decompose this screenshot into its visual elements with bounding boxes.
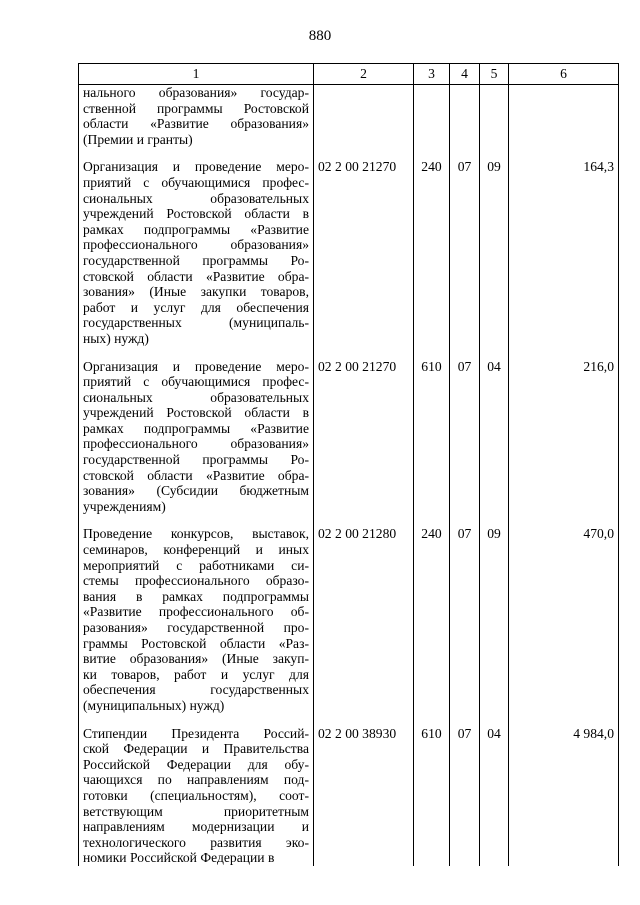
amount-cell <box>509 85 619 148</box>
spacer-cell <box>79 347 314 359</box>
page-number: 880 <box>308 28 332 44</box>
spacer-cell <box>450 714 480 726</box>
description-line: профессионального образования» <box>83 237 309 253</box>
description-line: разования» государственной про- <box>83 620 309 635</box>
description-line: зования» (Иные закупки товаров, <box>83 284 309 300</box>
description-line: работ и услуг для обеспечения <box>83 299 309 315</box>
description-cell <box>79 526 314 713</box>
description-line: приятий с обучающимися профес- <box>83 374 309 390</box>
column-header: 3 <box>414 64 450 85</box>
spacer-cell <box>509 147 619 159</box>
section-cell <box>450 85 480 148</box>
description-line: стемы профессионального образо- <box>83 573 309 589</box>
description-line: государственной программы Ро- <box>83 452 309 468</box>
spacer-cell <box>509 347 619 359</box>
description-line: Организация и проведение меро- <box>83 159 309 175</box>
column-header: 5 <box>480 64 509 85</box>
description-line: учреждениям) <box>83 498 166 514</box>
amount-cell: 164,3 <box>509 159 619 346</box>
target-article-cell: 02 2 00 21280 <box>314 526 414 713</box>
description-line: рамках подпрограммы «Развитие <box>83 221 309 237</box>
description-line: учреждений Ростовской области в <box>83 206 309 222</box>
spacer-cell <box>450 147 480 159</box>
expense-type-cell: 610 <box>414 726 450 866</box>
description-line: стовской области «Развитие обра- <box>83 467 309 483</box>
spacer-cell <box>79 147 314 159</box>
description-line: государственной программы Ро- <box>83 252 309 268</box>
description-line: ки товаров, работ и услуг для <box>83 666 309 682</box>
target-article-cell: 02 2 00 21270 <box>314 159 414 346</box>
subsection-cell <box>480 85 509 148</box>
description-line: Организация и проведение меро- <box>83 358 309 374</box>
description-line: учреждений Ростовской области в <box>83 405 309 421</box>
description-line: мероприятий с работниками си- <box>83 557 309 573</box>
description-line: Российской Федерации для обу- <box>83 756 309 772</box>
spacer-cell <box>450 514 480 526</box>
expense-type-cell: 240 <box>414 526 450 713</box>
description-cell <box>79 159 314 346</box>
description-line: сиональных образовательных <box>83 389 309 405</box>
description-line: профессионального образования» <box>83 436 309 452</box>
section-cell: 07 <box>450 526 480 713</box>
row-spacer <box>79 147 619 159</box>
amount-cell: 470,0 <box>509 526 619 713</box>
description-line: граммы Ростовской области «Раз- <box>83 635 309 651</box>
subsection-cell: 09 <box>480 159 509 346</box>
description-cell <box>79 726 314 866</box>
description-line: ных) нужд) <box>83 330 149 346</box>
subsection-cell: 04 <box>480 359 509 515</box>
description-line: (Премии и гранты) <box>83 131 193 147</box>
subsection-cell: 04 <box>480 726 509 866</box>
description-line: витие образования» (Иные закуп- <box>83 651 309 667</box>
expense-type-cell <box>414 85 450 148</box>
budget-table <box>78 63 619 866</box>
target-article-cell: 02 2 00 21270 <box>314 359 414 515</box>
description-line: ветствующим приоритетным <box>83 803 309 819</box>
description-cell <box>79 85 314 148</box>
spacer-cell <box>314 714 414 726</box>
spacer-cell <box>314 514 414 526</box>
description-line: стовской области «Развитие обра- <box>83 268 309 284</box>
column-header: 1 <box>79 64 314 85</box>
column-header: 2 <box>314 64 414 85</box>
table-row <box>79 159 619 346</box>
description-line: готовки (специальностям), соот- <box>83 787 309 803</box>
amount-cell: 216,0 <box>509 359 619 515</box>
description-cell <box>79 359 314 515</box>
description-line: государственных (муниципаль- <box>83 315 309 331</box>
subsection-cell: 09 <box>480 526 509 713</box>
section-cell: 07 <box>450 726 480 866</box>
section-cell: 07 <box>450 159 480 346</box>
table-header-row <box>79 64 619 85</box>
description-line: ственной программы Ростовской <box>83 100 309 116</box>
description-line: направлениям модернизации и <box>83 819 309 835</box>
spacer-cell <box>509 714 619 726</box>
table-row <box>79 726 619 866</box>
spacer-cell <box>480 347 509 359</box>
description-line: номики Российской Федерации в <box>83 850 275 866</box>
description-line: семинаров, конференций и иных <box>83 542 309 558</box>
spacer-cell <box>314 147 414 159</box>
description-line: зования» (Субсидии бюджетным <box>83 483 309 499</box>
description-line: нального образования» государ- <box>83 85 309 100</box>
description-line: «Развитие профессионального об- <box>83 604 309 620</box>
spacer-cell <box>414 147 450 159</box>
amount-cell: 4 984,0 <box>509 726 619 866</box>
spacer-cell <box>414 714 450 726</box>
description-line: приятий с обучающимися профес- <box>83 174 309 190</box>
spacer-cell <box>480 714 509 726</box>
description-line: Стипендии Президента Россий- <box>83 725 309 741</box>
spacer-cell <box>450 347 480 359</box>
row-spacer <box>79 347 619 359</box>
spacer-cell <box>509 514 619 526</box>
spacer-cell <box>414 347 450 359</box>
description-line: Проведение конкурсов, выставок, <box>83 526 309 542</box>
spacer-cell <box>79 714 314 726</box>
spacer-cell <box>480 514 509 526</box>
expense-type-cell: 610 <box>414 359 450 515</box>
spacer-cell <box>79 514 314 526</box>
description-line: чающихся по направлениям под- <box>83 772 309 788</box>
description-line: ской Федерации и Правительства <box>83 741 309 757</box>
description-line: технологического развития эко- <box>83 834 309 850</box>
spacer-cell <box>314 347 414 359</box>
table-row <box>79 359 619 515</box>
row-spacer <box>79 714 619 726</box>
table-body <box>79 85 619 866</box>
table-row <box>79 85 619 148</box>
target-article-cell: 02 2 00 38930 <box>314 726 414 866</box>
row-spacer <box>79 514 619 526</box>
spacer-cell <box>414 514 450 526</box>
target-article-cell <box>314 85 414 148</box>
expense-type-cell: 240 <box>414 159 450 346</box>
spacer-cell <box>480 147 509 159</box>
description-line: рамках подпрограммы «Развитие <box>83 420 309 436</box>
description-line: (муниципальных) нужд) <box>83 697 225 713</box>
description-line: вания в рамках подпрограммы <box>83 588 309 604</box>
column-header: 6 <box>509 64 619 85</box>
description-line: сиональных образовательных <box>83 190 309 206</box>
table-row <box>79 526 619 713</box>
description-line: обеспечения государственных <box>83 682 309 698</box>
description-line: области «Развитие образования» <box>83 116 309 132</box>
section-cell: 07 <box>450 359 480 515</box>
column-header: 4 <box>450 64 480 85</box>
